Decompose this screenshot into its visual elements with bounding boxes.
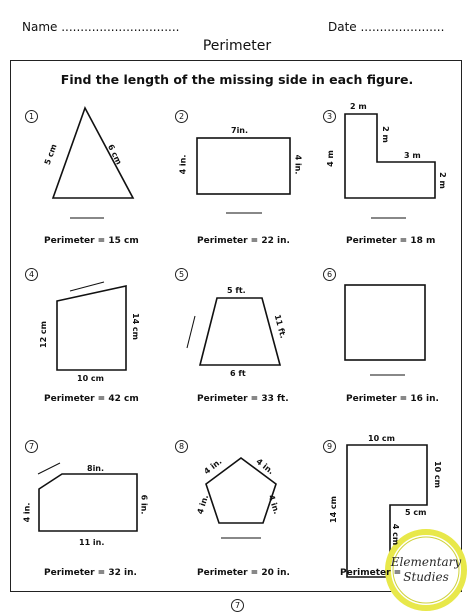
label-5-top: 5 ft. bbox=[227, 286, 246, 295]
label-2-left: 4 in. bbox=[178, 154, 188, 175]
figure-number-3: 3 bbox=[323, 110, 336, 123]
perimeter-6: Perimeter = 16 in. bbox=[346, 394, 439, 404]
label-3-inner: 2 m bbox=[380, 126, 390, 143]
label-7-top: 8in. bbox=[87, 464, 105, 473]
trapezoid-shape bbox=[200, 298, 280, 365]
logo-line2: Studies bbox=[403, 570, 449, 584]
label-3-right: 2 m bbox=[437, 172, 447, 189]
name-field: Name ............................... bbox=[22, 20, 180, 34]
label-1-left: 5 cm bbox=[42, 142, 59, 167]
perimeter-5: Perimeter = 33 ft. bbox=[197, 394, 289, 404]
label-7-right: 6 in. bbox=[139, 494, 149, 515]
label-9-inner: 4 cm bbox=[391, 523, 401, 546]
rectangle-shape bbox=[197, 138, 290, 194]
page-title: Perimeter bbox=[202, 38, 272, 54]
label-9-top: 10 cm bbox=[368, 434, 395, 443]
label-8-top-right: 4 in. bbox=[254, 456, 276, 477]
label-7-left: 4 in. bbox=[22, 502, 32, 523]
perimeter-1: Perimeter = 15 cm bbox=[44, 236, 139, 246]
page-number: 7 bbox=[231, 599, 244, 612]
label-3-left: 4 m bbox=[325, 150, 335, 167]
label-4-left: 12 cm bbox=[39, 321, 48, 348]
triangle-shape bbox=[53, 108, 133, 198]
answer-blank-5 bbox=[187, 316, 195, 348]
label-8-left: 4 in. bbox=[195, 493, 211, 516]
label-1-right: 6 cm bbox=[105, 142, 124, 167]
figure-number-7: 7 bbox=[25, 440, 38, 453]
label-2-top: 7in. bbox=[231, 126, 249, 135]
perimeter-9: Perimeter = bbox=[340, 568, 402, 578]
perimeter-8: Perimeter = 20 in. bbox=[197, 568, 290, 578]
label-4-right: 14 cm bbox=[131, 313, 140, 340]
figure-number-8: 8 bbox=[175, 440, 188, 453]
label-3-step: 3 m bbox=[404, 151, 421, 160]
figure-number-5: 5 bbox=[175, 268, 188, 281]
label-9-left: 14 cm bbox=[329, 496, 338, 523]
l-shape bbox=[345, 114, 435, 198]
cut-rectangle-shape bbox=[39, 474, 137, 531]
perimeter-4: Perimeter = 42 cm bbox=[44, 394, 139, 404]
label-4-bottom: 10 cm bbox=[77, 374, 104, 383]
label-8-right: 4 in. bbox=[266, 493, 282, 516]
label-9-step: 5 cm bbox=[405, 508, 427, 517]
label-5-bottom: 6 ft bbox=[230, 369, 246, 378]
label-7-bottom: 11 in. bbox=[79, 538, 105, 547]
perimeter-7: Perimeter = 32 in. bbox=[44, 568, 137, 578]
perimeter-2: Perimeter = 22 in. bbox=[197, 236, 290, 246]
answer-blank-4 bbox=[70, 282, 104, 291]
label-5-right: 11 ft. bbox=[272, 313, 288, 340]
date-field: Date ...................... bbox=[328, 20, 445, 34]
figure-number-4: 4 bbox=[25, 268, 38, 281]
label-3-top: 2 m bbox=[350, 102, 367, 111]
square-shape bbox=[345, 285, 425, 360]
figure-number-2: 2 bbox=[175, 110, 188, 123]
quadrilateral-shape bbox=[57, 286, 126, 370]
perimeter-3: Perimeter = 18 m bbox=[346, 236, 436, 246]
figure-number-1: 1 bbox=[25, 110, 38, 123]
label-9-right: 10 cm bbox=[433, 461, 442, 488]
answer-blank-7 bbox=[38, 463, 60, 474]
instructions: Find the length of the missing side in each figure. bbox=[60, 72, 414, 87]
logo-line1: Elementary bbox=[390, 555, 462, 569]
figure-number-9: 9 bbox=[323, 440, 336, 453]
figure-number-6: 6 bbox=[323, 268, 336, 281]
label-2-right: 4 in. bbox=[293, 154, 303, 175]
label-8-top-left: 4 in. bbox=[202, 456, 224, 477]
